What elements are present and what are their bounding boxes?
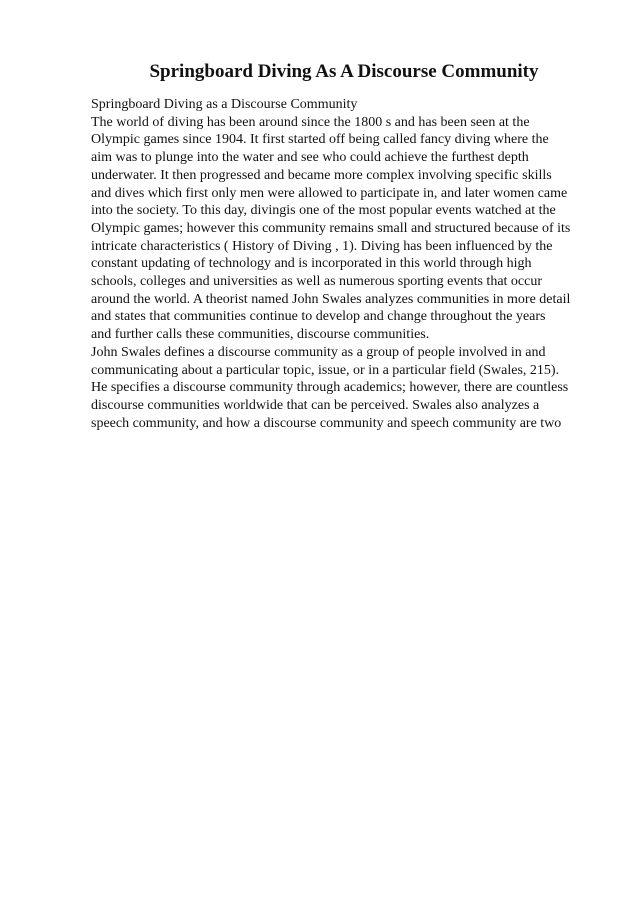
text-line: John Swales defines a discourse community as a group of people involved in and — [91, 344, 546, 360]
text-line: He specifies a discourse community through academics; however, there are countless — [91, 380, 569, 396]
text-line: communicating about a particular topic, issue, or in a particular field (Swales, 215). — [91, 362, 560, 378]
text-line: around the world. A theorist named John Swales analyzes communities in more detail — [91, 291, 571, 307]
text-line: into the society. To this day, divingis one of the most popular events watched at the — [91, 203, 556, 219]
text-line: underwater. It then progressed and became more complex involving specific skills — [91, 167, 552, 183]
page-title: Springboard Diving As A Discourse Community — [149, 61, 539, 82]
body-text — [91, 96, 601, 432]
text-line: intricate characteristics ( History of Diving , 1). Diving has been influenced by the — [91, 238, 553, 254]
text-line: The world of diving has been around since the 1800 s and has been seen at the — [91, 114, 530, 130]
text-line: aim was to plunge into the water and see who could achieve the furthest depth — [91, 150, 529, 166]
text-line: constant updating of technology and is incorporated in this world through high — [91, 256, 532, 272]
text-line: discourse communities worldwide that can be perceived. Swales also analyzes a — [91, 397, 540, 413]
text-line: Springboard Diving as a Discourse Community — [91, 97, 358, 112]
text-line: speech community, and how a discourse community and speech community are two — [91, 415, 562, 431]
text-line: Olympic games; however this community remains small and structured because of its — [91, 220, 571, 236]
text-line: and dives which first only men were allowed to participate in, and later women came — [91, 185, 568, 201]
text-line: Olympic games since 1904. It first started off being called fancy diving where the — [91, 132, 549, 148]
text-line: schools, colleges and universities as well as numerous sporting events that occur — [91, 274, 543, 290]
text-line: and states that communities continue to develop and change throughout the years — [91, 309, 546, 325]
text-line: and further calls these communities, discourse communities. — [91, 327, 430, 343]
